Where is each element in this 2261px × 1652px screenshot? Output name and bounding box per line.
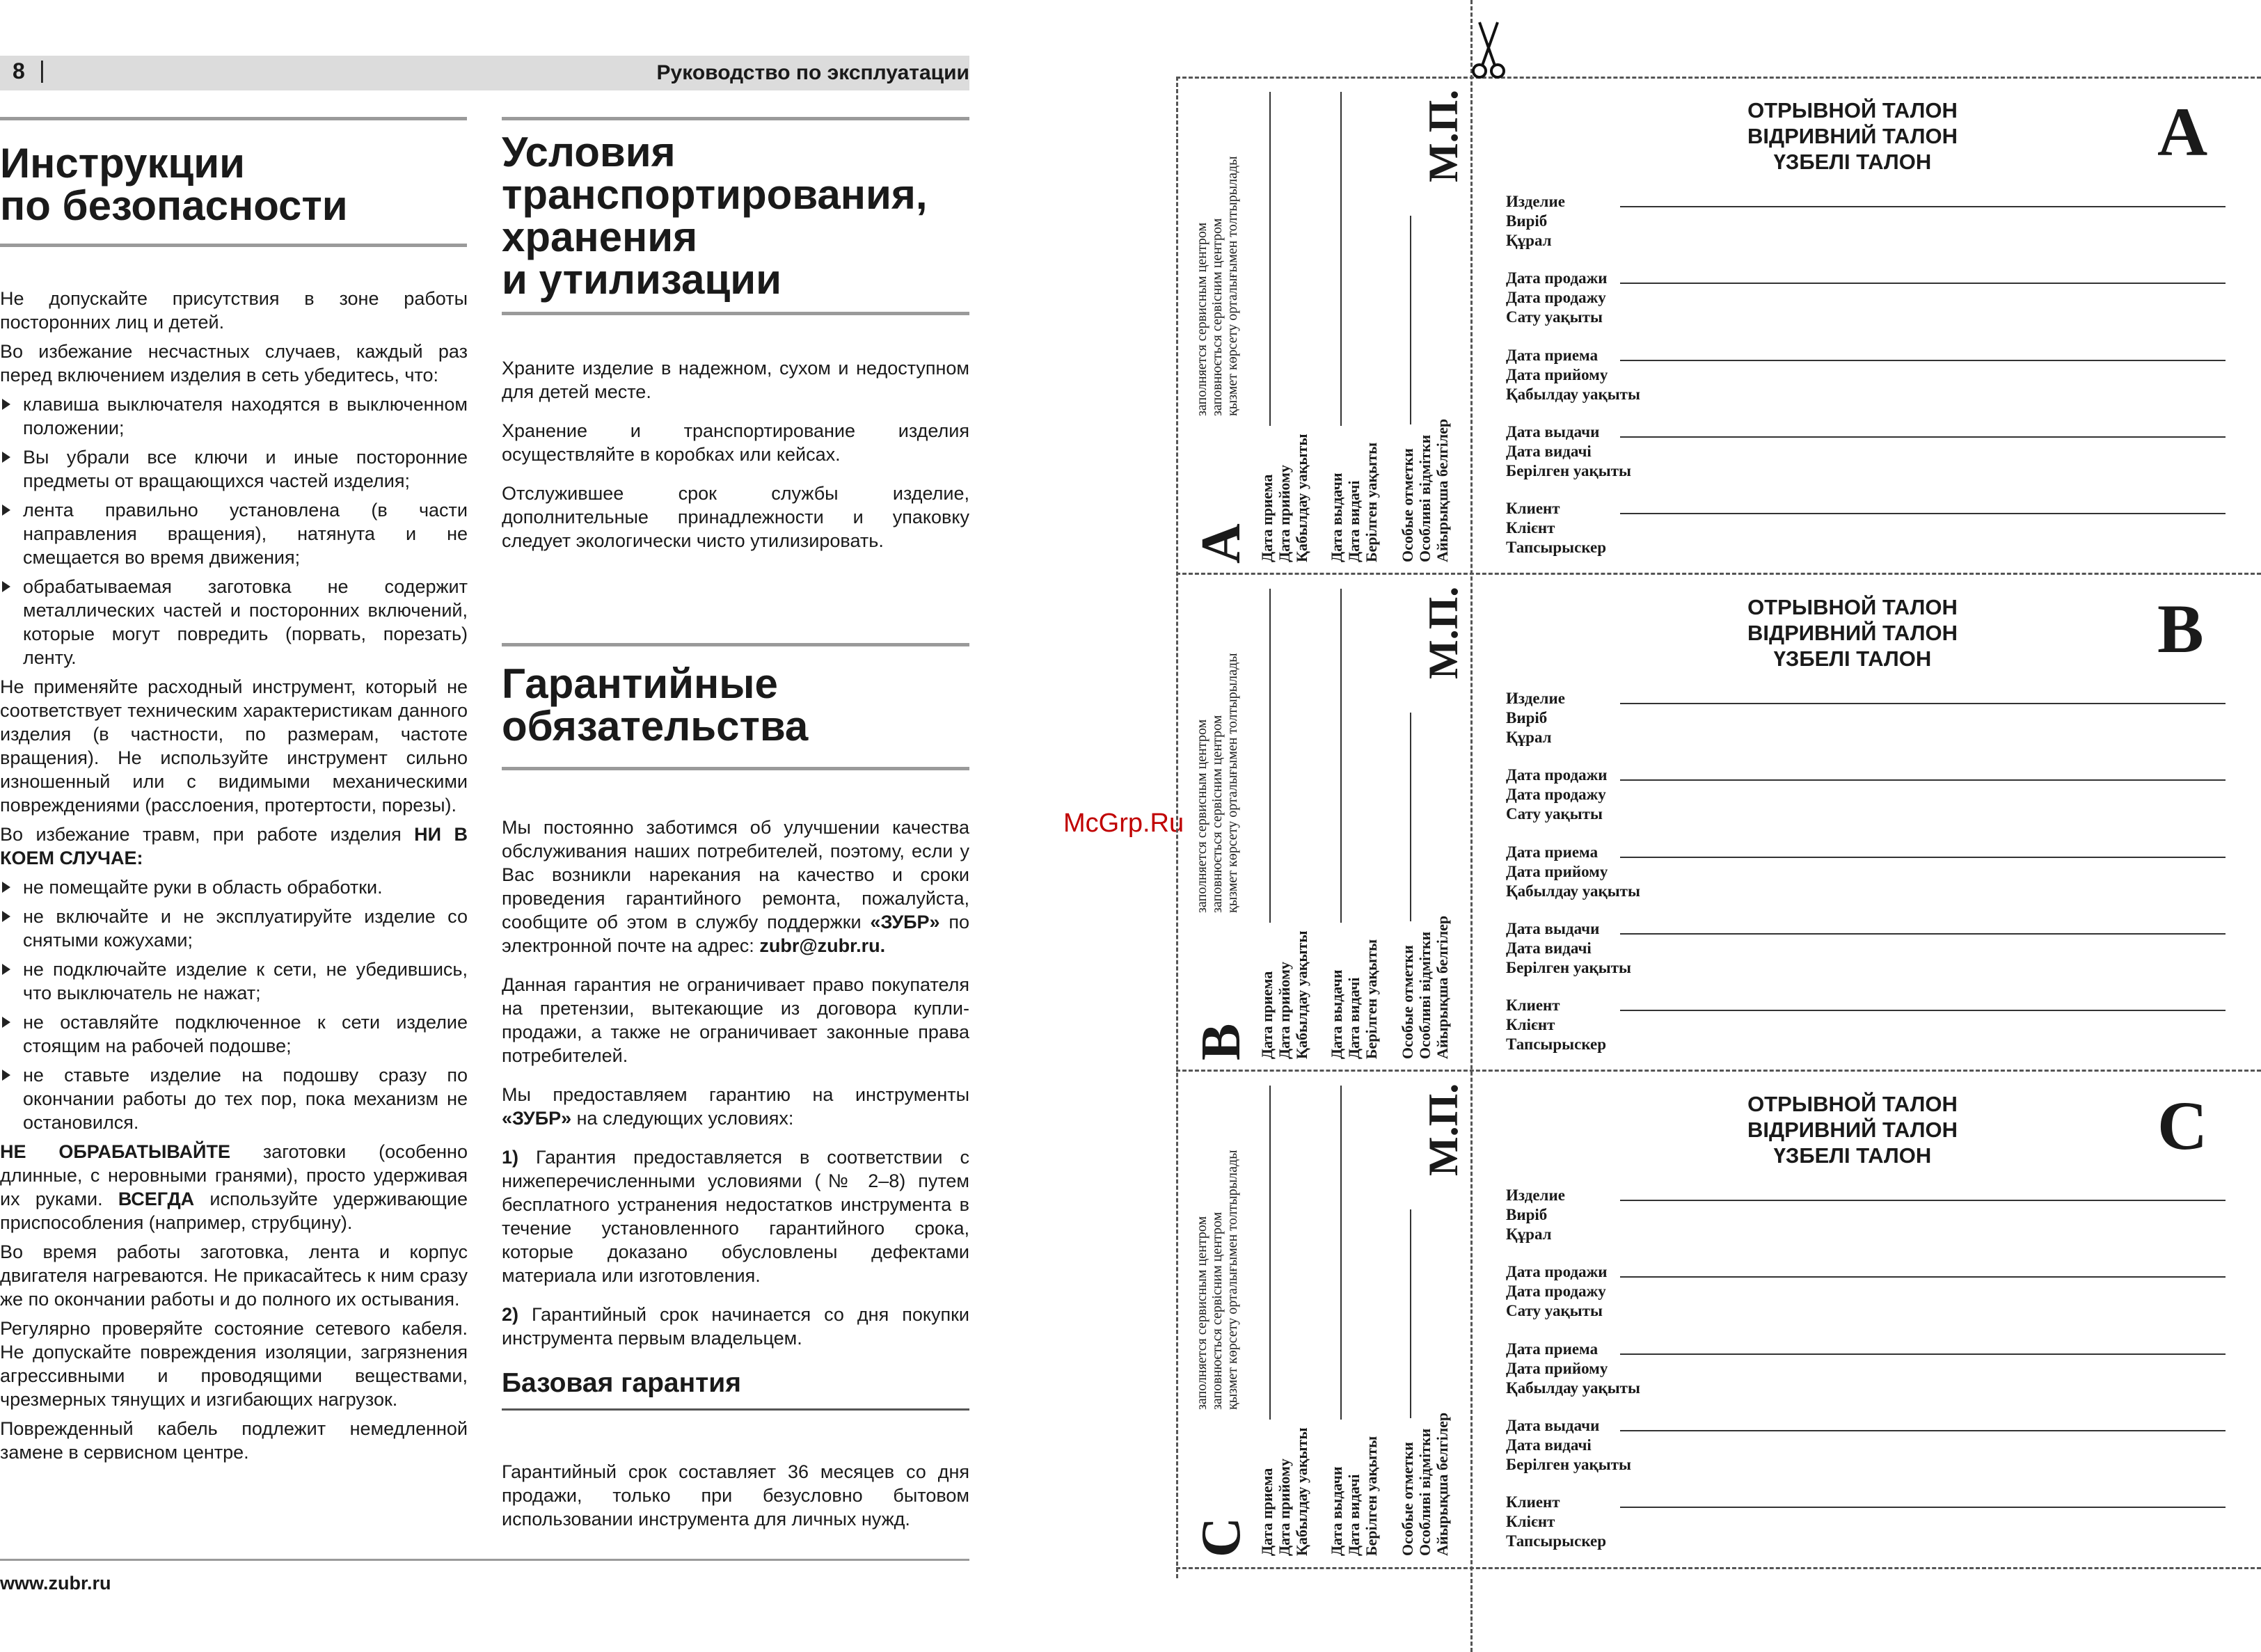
cut-line-vertical bbox=[1470, 0, 1473, 1652]
field-product: Изделие Виріб Құрал bbox=[1506, 193, 1565, 249]
coupon-title: ОТРЫВНОЙ ТАЛОН ВІДРИВНИЙ ТАЛОН ҮЗБЕЛІ ТАЛОН bbox=[1747, 1092, 1958, 1168]
stub-issue-date: Дата выдачи Дата видачі Берілген уақыты bbox=[1328, 442, 1380, 562]
stub-receipt-date: Дата приема Дата прийому Қабылдау уақыты bbox=[1258, 930, 1310, 1059]
stub-letter: A bbox=[1191, 523, 1252, 564]
field-issue-date: Дата выдачи Дата видачі Берілген уақыты bbox=[1506, 920, 1632, 976]
warranty-text: Мы постоянно заботимся об улучшении качества обслуживания наших потребителей, поэтому, если у Вас возникли нарекания на качество и сроки проведения гарантийного ремонта, пожалуйста, сообщите об этом в службу поддержки «ЗУБР» по электронной почте на адрес: zubr@zubr.ru. Данная гарантия не ограничивает право покупателя на претензии, вытекающие из договора купли-продажи, а также не ограничивает законные права потребителей. Мы предоставляем гарантию на инструменты «ЗУБР» на следующих условиях: 1) Гарантия предоставляется в соответствии с нижеперечисленными условиями (№ 2–8) путем бесплатного устранения недостатков инструмента в течение установленного гарантийного срока, которые доказано обусловлены дефектами материала или изготовления. 2) Гарантийный срок начинается со дня покупки инструмента первым владельцем. bbox=[502, 817, 969, 1349]
input-line[interactable] bbox=[1620, 1276, 2226, 1278]
list-item: не подключайте изделие к сети, не убедившись, что выключатель не нажат; bbox=[0, 958, 468, 1005]
cut-line-horizontal bbox=[1176, 1070, 2261, 1072]
stub-receipt-date: Дата приема Дата прийому Қабылдау уақыты bbox=[1258, 434, 1310, 562]
list-item: Вы убрали все ключи и иные посторонние предметы от вращающихся частей изделия; bbox=[0, 445, 468, 493]
field-issue-date: Дата выдачи Дата видачі Берілген уақыты bbox=[1506, 1417, 1632, 1473]
footer-site[interactable]: www.zubr.ru bbox=[0, 1573, 111, 1594]
stamp-placeholder: М.П. bbox=[1420, 1083, 1466, 1176]
footer-rule bbox=[0, 1559, 969, 1561]
field-client: Клиент Клієнт Тапсырыскер bbox=[1506, 500, 1607, 556]
watermark: McGrp.Ru bbox=[1063, 809, 1184, 838]
stub-input-line[interactable] bbox=[1340, 589, 1342, 923]
field-receipt-date: Дата приема Дата прийому Қабылдау уақыты bbox=[1506, 347, 1640, 403]
input-line[interactable] bbox=[1620, 1353, 2226, 1355]
stub-input-line[interactable] bbox=[1410, 1209, 1411, 1418]
list-item: обрабатываемая заготовка не содержит металлических частей и посторонних включений, которые могут повредить (порвать, порезать) ленту. bbox=[0, 575, 468, 669]
stub-notes: Особые отметки Особливі відмітки Айырықша белгілер bbox=[1399, 418, 1451, 562]
coupon-letter: B bbox=[2157, 590, 2204, 667]
cut-line-horizontal bbox=[1176, 573, 2261, 575]
scissors-icon bbox=[1470, 19, 1509, 84]
list-item: не включайте и не эксплуатируйте изделие со снятыми кожухами; bbox=[0, 905, 468, 952]
stub-notes: Особые отметки Особливі відмітки Айырықша белгілер bbox=[1399, 1412, 1451, 1556]
input-line[interactable] bbox=[1620, 360, 2226, 361]
section-rule bbox=[502, 1408, 969, 1411]
header-title: Руководство по эксплуатации bbox=[656, 61, 969, 84]
stamp-placeholder: М.П. bbox=[1420, 586, 1466, 679]
input-line[interactable] bbox=[1620, 1200, 2226, 1201]
section-rule bbox=[0, 117, 467, 120]
input-line[interactable] bbox=[1620, 436, 2226, 438]
coupon-letter: C bbox=[2157, 1087, 2208, 1164]
field-product: Изделие Виріб Құрал bbox=[1506, 690, 1565, 746]
stamp-placeholder: М.П. bbox=[1420, 89, 1466, 182]
cut-line-horizontal bbox=[1176, 77, 2261, 79]
field-receipt-date: Дата приема Дата прийому Қабылдау уақыты bbox=[1506, 1340, 1640, 1397]
safety-checklist bbox=[0, 392, 468, 669]
input-line[interactable] bbox=[1620, 1430, 2226, 1431]
transport-text: Храните изделие в надежном, сухом и недоступном для детей месте. Хранение и транспортирование изделия осуществляйте в коробках или кейсах. Отслужившее срок службы изделие, дополнительные принадлежности и упаковку следует экологически чисто утилизировать. bbox=[502, 358, 969, 551]
input-line[interactable] bbox=[1620, 206, 2226, 207]
input-line[interactable] bbox=[1620, 933, 2226, 935]
list-item: не помещайте руки в область обработки. bbox=[0, 875, 468, 899]
field-issue-date: Дата выдачи Дата видачі Берілген уақыты bbox=[1506, 423, 1632, 479]
safety-prohibitions bbox=[0, 875, 468, 1134]
coupon-letter: A bbox=[2157, 93, 2208, 170]
stub-input-line[interactable] bbox=[1269, 92, 1271, 426]
field-sale-date: Дата продажи Дата продажу Сату уақыты bbox=[1506, 1263, 1608, 1319]
section-rule bbox=[502, 312, 969, 315]
section-rule bbox=[502, 643, 969, 646]
stub-receipt-date: Дата приема Дата прийому Қабылдау уақыты bbox=[1258, 1427, 1310, 1556]
section-rule bbox=[0, 244, 467, 247]
input-line[interactable] bbox=[1620, 1507, 2226, 1508]
header-separator: | bbox=[39, 57, 45, 84]
base-warranty-title: Базовая гарантия bbox=[502, 1368, 742, 1398]
cut-line-horizontal bbox=[1176, 1567, 2261, 1569]
input-line[interactable] bbox=[1620, 1010, 2226, 1011]
stub-service-note: заполняется сервисным центром заповнюється сервісним центром қызмет көрсету орталығымен толтырылады bbox=[1194, 653, 1240, 913]
field-receipt-date: Дата приема Дата прийому Қабылдау уақыты bbox=[1506, 843, 1640, 900]
field-sale-date: Дата продажи Дата продажу Сату уақыты bbox=[1506, 766, 1608, 823]
input-line[interactable] bbox=[1620, 283, 2226, 284]
stub-input-line[interactable] bbox=[1410, 713, 1411, 921]
coupon-title: ОТРЫВНОЙ ТАЛОН ВІДРИВНИЙ ТАЛОН ҮЗБЕЛІ ТАЛОН bbox=[1747, 98, 1958, 174]
stub-service-note: заполняется сервисным центром заповнюється сервісним центром қызмет көрсету орталығымен толтырылады bbox=[1194, 1150, 1240, 1410]
base-warranty-text: Гарантийный срок составляет 36 месяцев со дня продажи, только при безусловно бытовом использовании инструмента для личных нужд. bbox=[502, 1461, 969, 1530]
stub-input-line[interactable] bbox=[1269, 1086, 1271, 1420]
page-number: 8 bbox=[13, 58, 25, 84]
input-line[interactable] bbox=[1620, 779, 2226, 781]
field-product: Изделие Виріб Құрал bbox=[1506, 1186, 1565, 1243]
list-item: не ставьте изделие на подошву сразу по окончании работы до тех пор, пока механизм не остановился. bbox=[0, 1063, 468, 1134]
field-client: Клиент Клієнт Тапсырыскер bbox=[1506, 1493, 1607, 1550]
stub-service-note: заполняется сервисным центром заповнюється сервісним центром қызмет көрсету орталығымен толтырылады bbox=[1194, 156, 1240, 416]
stub-input-line[interactable] bbox=[1340, 1086, 1342, 1420]
list-item: клавиша выключателя находятся в выключенном положении; bbox=[0, 392, 468, 440]
field-client: Клиент Клієнт Тапсырыскер bbox=[1506, 996, 1607, 1053]
input-line[interactable] bbox=[1620, 513, 2226, 514]
stub-letter: B bbox=[1191, 1023, 1252, 1061]
list-item: лента правильно установлена (в части направления вращения), натянута и не смещается во время движения; bbox=[0, 498, 468, 569]
stub-input-line[interactable] bbox=[1269, 589, 1271, 923]
field-sale-date: Дата продажи Дата продажу Сату уақыты bbox=[1506, 269, 1608, 326]
stub-notes: Особые отметки Особливі відмітки Айырықша белгілер bbox=[1399, 915, 1451, 1059]
list-item: не оставляйте подключенное к сети изделие стоящим на рабочей подошве; bbox=[0, 1010, 468, 1058]
section-rule bbox=[502, 767, 969, 770]
stub-issue-date: Дата выдачи Дата видачі Берілген уақыты bbox=[1328, 1436, 1380, 1556]
input-line[interactable] bbox=[1620, 857, 2226, 858]
section-rule bbox=[502, 117, 969, 120]
input-line[interactable] bbox=[1620, 703, 2226, 704]
stub-issue-date: Дата выдачи Дата видачі Берілген уақыты bbox=[1328, 939, 1380, 1059]
support-email[interactable]: zubr@zubr.ru. bbox=[759, 935, 886, 956]
safety-title: Инструкции по безопасности bbox=[0, 140, 348, 229]
stub-input-line[interactable] bbox=[1340, 92, 1342, 426]
cut-line-vertical bbox=[1176, 77, 1178, 1578]
safety-text: Не допускайте присутствия в зоне работы посторонних лиц и детей. Во избежание несчастных случаев, каждый раз перед включением изделия в сеть убедитесь, что: клавиша выключателя находятся в выключенном положении; Вы убрали все ключи и иные посторонние предметы от вращающихся частей изделия; лента правильно установлена (в части направления вращения), натянута и не смещается во время движения; обрабатываемая заготовка не содержит металлических частей и посторонних включений, которые могут повредить (порвать, порезать) ленту. Не применяйте расходный инструмент, который не соответствует техническим характеристикам данного изделия (в частности, по размерам, частоте вращения). Не используйте инструмент сильно изношенный или с видимыми механическими повреждениями (расслоения, протертости, порезы). Во избежание травм, при работе изделия НИ В КОЕМ СЛУЧАЕ: не помещайте руки в область обработки. не включайте и не эксплуатируйте изделие со снятыми кожухами; не подключайте изделие к сети, не убедившись, что выключатель не нажат; не оставляйте подключенное к сети изделие стоящим на рабочей подошве; не ставьте изделие на подошву сразу по окончании работы до тех пор, пока механизм не остановился. НЕ ОБРАБАТЫВАЙТЕ заготовки (особенно длинные, с неровными гранями), просто удерживая их руками. ВСЕГДА используйте удерживающие приспособления (например, струбцину). Во время работы заготовка, лента и корпус двигателя нагреваются. Не прикасайтесь к ним сразу же по окончании работы и до полного их остывания. Регулярно проверяйте состояние сетевого кабеля. Не допускайте повреждения изоляции, загрязнения агрессивными и проводящими веществами, чрезмерных тянущих и изгибающих нагрузок. Поврежденный кабель подлежит немедленной замене в сервисном центре. bbox=[0, 288, 468, 1463]
stub-letter: C bbox=[1191, 1517, 1252, 1557]
stub-input-line[interactable] bbox=[1410, 216, 1411, 424]
warranty-title: Гарантийные обязательства bbox=[502, 660, 809, 749]
transport-title: Условия транспортирования, хранения и утилизации bbox=[502, 129, 928, 303]
coupon-title: ОТРЫВНОЙ ТАЛОН ВІДРИВНИЙ ТАЛОН ҮЗБЕЛІ ТАЛОН bbox=[1747, 595, 1958, 671]
